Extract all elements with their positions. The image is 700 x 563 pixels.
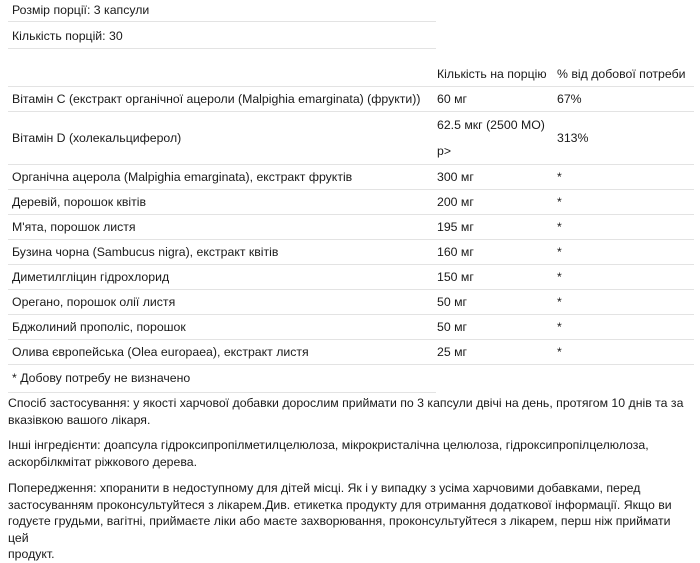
ingredient-name: Органічна ацерола (Malpighia emarginata), екстракт фруктів: [8, 165, 433, 190]
warning-line: годуєте грудьми, вагітні, приймаєте ліки або маєте захворювання, проконсультуйтеся з лікарем, перш ніж приймати цей: [8, 514, 671, 545]
header-ingredient: [8, 61, 433, 87]
ingredient-name: Орегано, порошок олії листя: [8, 290, 433, 315]
ingredient-daily-value: *: [553, 290, 694, 315]
ingredient-daily-value: *: [553, 215, 694, 240]
table-row: [8, 112, 694, 165]
ingredient-name: Вітамін С (екстракт органічної ацероли (Malpighia emarginata) (фрукти)): [8, 87, 433, 112]
ingredient-amount: 300 мг: [433, 165, 553, 190]
ingredient-amount: 25 мг: [433, 340, 553, 365]
warning-line: продукт.: [8, 547, 55, 561]
ingredient-daily-value: *: [553, 165, 694, 190]
table-row: [8, 190, 694, 215]
other-ingredients-line: Інші інгредієнти: доапсула гідроксипропілметилцелюлоза, мікрокристалічна целюлоза, гідроксипропілцелюлоза,: [8, 438, 649, 452]
header-amount: Кількість на порцію: [433, 61, 553, 87]
ingredient-name: Диметилгліцин гідрохлорид: [8, 265, 433, 290]
header-daily-value: % від добової потреби: [553, 61, 694, 87]
table-row: [8, 240, 694, 265]
warning-line: застосуванням проконсультуйтеся з лікарем.Див. етикетка продукту для отримання додаткової інформації. Якщо ви: [8, 497, 672, 512]
ingredient-amount: [433, 112, 553, 165]
warning-line: Попередження: хпоранити в недоступному для дітей місці. Як і у випадку з усіма харчовими добавками, перед: [8, 481, 641, 495]
table-row: [8, 215, 694, 240]
ingredient-daily-value: *: [553, 340, 694, 365]
ingredient-amount: 50 мг: [433, 315, 553, 340]
usage-line: Спосіб застосування: у якості харчової добавки дорослим приймати по 3 капсули двічі на день, протягом 10 днів та за: [8, 396, 684, 410]
ingredient-daily-value: 67%: [553, 87, 694, 112]
ingredient-amount: 50 мг: [433, 290, 553, 315]
ingredient-daily-value: *: [553, 240, 694, 265]
daily-value-footnote: * Добову потребу не визначено: [8, 365, 436, 393]
table-row: [8, 340, 694, 365]
supplement-table: [8, 61, 694, 365]
other-ingredients: [8, 437, 694, 470]
ingredient-amount: 200 мг: [433, 190, 553, 215]
ingredient-name: М'ята, порошок листя: [8, 215, 433, 240]
table-row: [8, 87, 694, 112]
table-row: [8, 165, 694, 190]
warning: [8, 480, 694, 563]
table-row: [8, 265, 694, 290]
ingredient-name: Олива європейська (Olea europaea), екстракт листя: [8, 340, 433, 365]
ingredient-name: Вітамін D (холекальциферол): [8, 112, 433, 165]
servings-per-container: Кількість порцій: 30: [8, 22, 436, 49]
amount-line-1: 62.5 мкг (2500 МО): [437, 118, 545, 132]
ingredient-daily-value: *: [553, 315, 694, 340]
ingredient-amount: 160 мг: [433, 240, 553, 265]
ingredient-name: Деревій, порошок квітів: [8, 190, 433, 215]
usage-line: вказівкою вашого лікаря.: [8, 412, 151, 427]
table-row: [8, 290, 694, 315]
ingredient-daily-value: *: [553, 265, 694, 290]
ingredient-name: Бузина чорна (Sambucus nigra), екстракт квітів: [8, 240, 433, 265]
table-header-row: [8, 61, 694, 87]
ingredient-amount: 60 мг: [433, 87, 553, 112]
ingredient-amount: 150 мг: [433, 265, 553, 290]
amount-line-2: р>: [437, 144, 452, 158]
other-ingredients-line: аскорбілкмітат ріжкового дерева.: [8, 454, 198, 469]
ingredient-amount: 195 мг: [433, 215, 553, 240]
ingredient-daily-value: 313%: [553, 112, 694, 165]
ingredient-daily-value: *: [553, 190, 694, 215]
ingredient-name: Бджолиний прополіс, порошок: [8, 315, 433, 340]
supplement-facts: [8, 0, 696, 393]
serving-size: Розмір порції: 3 капсули: [8, 0, 436, 22]
table-row: [8, 315, 694, 340]
usage-instructions: [8, 395, 694, 428]
